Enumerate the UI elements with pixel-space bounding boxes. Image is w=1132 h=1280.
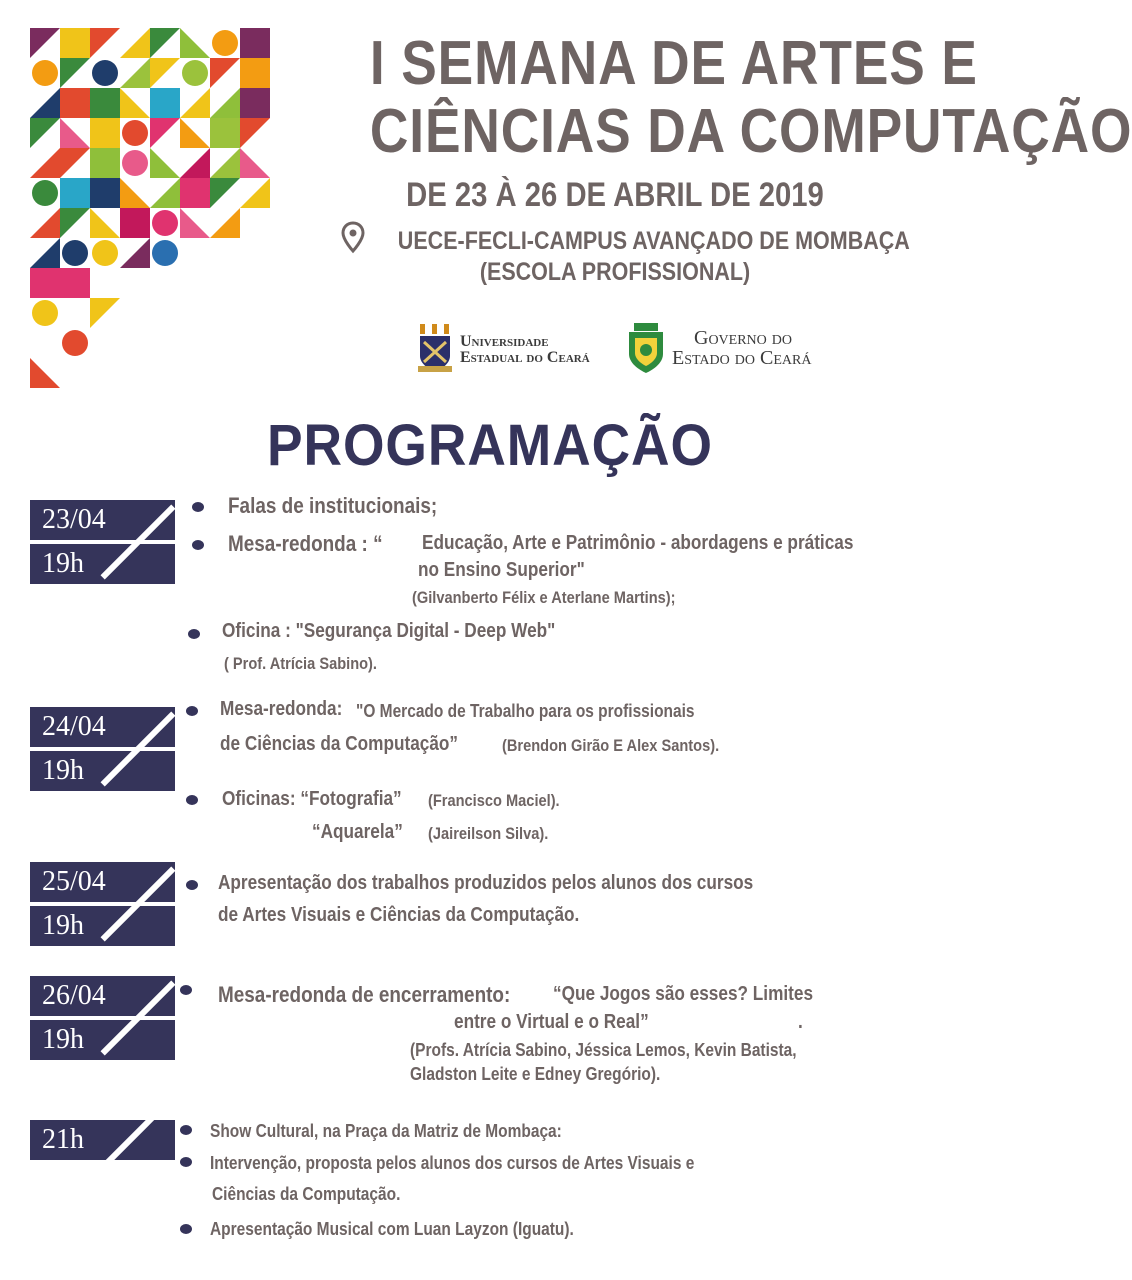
venue-line2: (ESCOLA PROFISSIONAL) (479, 258, 751, 286)
mosaic-tile (120, 178, 150, 208)
mosaic-tile (180, 148, 210, 178)
mosaic-tile (30, 358, 60, 388)
day1-item2-title-a: Educação, Arte e Patrimônio - abordagens e práticas (422, 532, 854, 554)
mosaic-tile (210, 208, 240, 238)
mosaic-tile (30, 88, 60, 118)
bullet (186, 795, 198, 805)
mosaic-tile (60, 148, 90, 178)
event-dates: DE 23 À 26 DE ABRIL DE 2019 (406, 176, 824, 214)
mosaic-tile (32, 60, 58, 86)
day2-item3-speaker: (Jaireilson Silva). (428, 824, 549, 843)
mosaic-tile (30, 238, 60, 268)
mosaic-tile (210, 58, 240, 88)
mosaic-tile (60, 28, 90, 58)
hour-badge-day3: 19h (30, 906, 175, 946)
mosaic-tile (90, 28, 120, 58)
mosaic-tile (150, 88, 180, 118)
mosaic-tile (150, 178, 180, 208)
mosaic-tile (210, 88, 240, 118)
mosaic-tile (122, 120, 148, 146)
hour-badge-day1: 19h (30, 544, 175, 584)
uece-name-line1: Universidade (460, 333, 549, 350)
mosaic-tile (90, 208, 120, 238)
mosaic-tile (32, 300, 58, 326)
mosaic-tile (92, 60, 118, 86)
mosaic-tile (60, 208, 90, 238)
mosaic-tile (90, 148, 120, 178)
hour-badge-21h: 21h (30, 1120, 175, 1160)
mosaic-tile (150, 28, 180, 58)
mosaic-tile (62, 330, 88, 356)
day4-item1-dot: . (798, 1011, 803, 1033)
mosaic-tile (90, 298, 120, 328)
night-item2-line2: Ciências da Computação. (212, 1184, 401, 1204)
mosaic-tile (180, 28, 210, 58)
mosaic-tile (212, 30, 238, 56)
bullet (192, 502, 204, 512)
mosaic-tile (120, 88, 150, 118)
mosaic-tile (92, 240, 118, 266)
night-item1: Show Cultural, na Praça da Matriz de Mombaça: (210, 1121, 562, 1141)
day1-item3-speaker: ( Prof. Atrícia Sabino). (224, 654, 377, 673)
mosaic-tile (30, 148, 60, 178)
date-badge-25-04: 25/04 (30, 862, 175, 902)
night-item2-line1: Intervenção, proposta pelos alunos dos cursos de Artes Visuais e (210, 1153, 695, 1173)
day2-item1-title-b: de Ciências da Computação” (220, 733, 459, 755)
mosaic-tile (60, 118, 90, 148)
mosaic-tile (180, 178, 210, 208)
location-pin-icon (342, 222, 364, 252)
mosaic-tile (240, 58, 270, 88)
uece-crest-logo (416, 322, 454, 374)
geometric-mosaic-decoration (30, 28, 320, 378)
bullet (188, 629, 200, 639)
ceara-government-seal-logo (626, 322, 666, 374)
mosaic-tile (32, 180, 58, 206)
mosaic-tile (150, 58, 180, 88)
mosaic-tile (120, 28, 150, 58)
programacao-title: PROGRAMAÇÃO (267, 413, 713, 478)
mosaic-tile (120, 208, 150, 238)
bullet (186, 706, 198, 716)
day3-item1-line2: de Artes Visuais e Ciências da Computação. (218, 904, 580, 926)
mosaic-tile (90, 178, 120, 208)
mosaic-tile (90, 118, 120, 148)
gov-name-line2: Estado do Ceará (672, 347, 812, 369)
day2-item2-speaker: (Francisco Maciel). (428, 791, 560, 810)
mosaic-tile (180, 88, 210, 118)
mosaic-tile (30, 268, 60, 298)
day2-item1-speakers: (Brendon Girão E Alex Santos). (502, 736, 720, 755)
bullet (180, 1157, 192, 1167)
event-title-line2: CIÊNCIAS DA COMPUTAÇÃO (369, 97, 1132, 166)
day4-item1-speakers-b: Gladston Leite e Edney Gregório). (410, 1064, 661, 1084)
mosaic-tile (240, 88, 270, 118)
day2-item2-label: Oficinas: “Fotografia” (222, 788, 402, 810)
night-item3: Apresentação Musical com Luan Layzon (Iguatu). (210, 1219, 574, 1239)
bullet (192, 540, 204, 550)
mosaic-tile (30, 118, 60, 148)
day4-item1-speakers-a: (Profs. Atrícia Sabino, Jéssica Lemos, Kevin Batista, (410, 1040, 797, 1060)
day2-item1-label: Mesa-redonda: (220, 698, 343, 720)
bullet (180, 1224, 192, 1234)
uece-name-line2: Estadual do Ceará (460, 349, 590, 366)
mosaic-tile (122, 150, 148, 176)
event-title-line1: I SEMANA DE ARTES E (369, 29, 978, 98)
day1-item3-label: Oficina : "Segurança Digital - Deep Web" (222, 620, 556, 642)
mosaic-tile (210, 118, 240, 148)
mosaic-tile (60, 88, 90, 118)
mosaic-tile (30, 28, 60, 58)
mosaic-tile (210, 178, 240, 208)
mosaic-tile (30, 208, 60, 238)
mosaic-tile (152, 240, 178, 266)
mosaic-tile (62, 240, 88, 266)
day2-item3-label: “Aquarela” (312, 821, 403, 843)
mosaic-tile (182, 60, 208, 86)
mosaic-tile (120, 238, 150, 268)
mosaic-tile (60, 268, 90, 298)
date-badge-26-04: 26/04 (30, 976, 175, 1016)
bullet (180, 1125, 192, 1135)
date-badge-23-04: 23/04 (30, 500, 175, 540)
day2-item1-title-a: "O Mercado de Trabalho para os profissionais (356, 701, 695, 721)
day1-item2-title-b: no Ensino Superior" (418, 559, 585, 581)
day1-item2-speakers: (Gilvanberto Félix e Aterlane Martins); (412, 588, 676, 607)
mosaic-tile (180, 118, 210, 148)
bullet (186, 880, 198, 890)
day4-item1-title-a: “Que Jogos são esses? Limites (553, 983, 814, 1005)
mosaic-tile (150, 148, 180, 178)
venue-line1: UECE-FECLI-CAMPUS AVANÇADO DE MOMBAÇA (397, 227, 910, 255)
gov-name-line1: Governo do (694, 327, 792, 349)
mosaic-tile (240, 148, 270, 178)
mosaic-tile (240, 28, 270, 58)
mosaic-tile (150, 118, 180, 148)
mosaic-tile (240, 178, 270, 208)
day1-item2-label: Mesa-redonda : “ (228, 531, 383, 556)
mosaic-tile (210, 148, 240, 178)
mosaic-tile (60, 58, 90, 88)
hour-badge-day4: 19h (30, 1020, 175, 1060)
mosaic-tile (120, 58, 150, 88)
mosaic-tile (152, 210, 178, 236)
day1-item1: Falas de institucionais; (228, 493, 438, 518)
mosaic-tile (180, 208, 210, 238)
day4-item1-title-b: entre o Virtual e o Real” (454, 1011, 649, 1033)
mosaic-tile (240, 118, 270, 148)
day4-item1-label: Mesa-redonda de encerramento: (218, 982, 511, 1007)
bullet (180, 985, 192, 995)
mosaic-tile (60, 178, 90, 208)
day3-item1-line1: Apresentação dos trabalhos produzidos pelos alunos dos cursos (218, 872, 754, 894)
mosaic-tile (90, 88, 120, 118)
hour-badge-day2: 19h (30, 751, 175, 791)
date-badge-24-04: 24/04 (30, 707, 175, 747)
